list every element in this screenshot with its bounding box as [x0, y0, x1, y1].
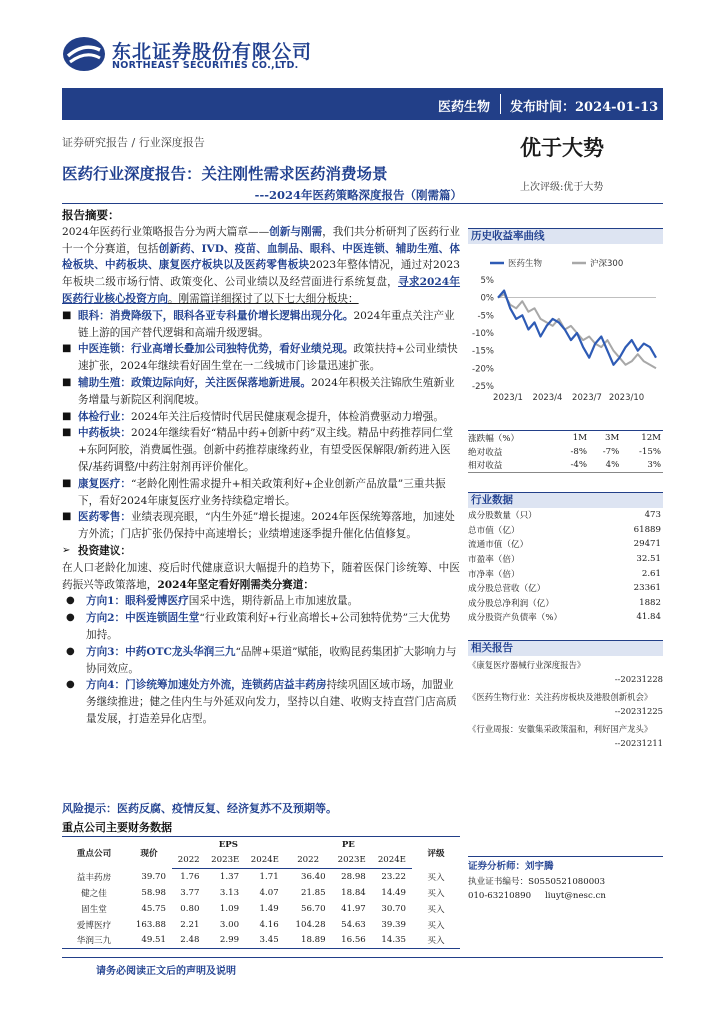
- table-row: [62, 917, 460, 933]
- table-row: [62, 869, 460, 885]
- financial-table: [62, 836, 460, 949]
- industry-label: 成分股数量（只）: [468, 511, 537, 522]
- eps-value: 1.09: [219, 903, 240, 914]
- industry-data-title: 行业数据: [468, 492, 663, 508]
- bullet-text: 2024年关注后疫情时代居民健康观念提升，体检消费驱动力增强。: [130, 410, 444, 423]
- eps-value: 2.48: [172, 933, 205, 949]
- direction-text: 持续巩固区域市场，加盟业务继续推进；健之佳内生与外延双向发力，坚持以自建、收购支持直营门店高质量发展，打造差异化店型。: [86, 679, 457, 725]
- direction-text: 国采中选，期待新品上市加速放量。: [188, 595, 359, 608]
- year-header: 2023E: [205, 853, 245, 869]
- direction-item: [62, 677, 460, 727]
- summary-heading: 报告摘要：: [62, 208, 120, 222]
- industry-data-table: [468, 508, 663, 625]
- y-tick-label: -25%: [472, 382, 494, 392]
- sector-bullet: [62, 308, 460, 342]
- industry-row: [468, 596, 663, 611]
- table-row: [62, 901, 460, 917]
- price: 49.51: [126, 933, 172, 949]
- company-logo-icon: [62, 36, 106, 72]
- perf-value: 3%: [621, 459, 663, 473]
- eps-value: 3.45: [245, 933, 285, 949]
- industry-label: 成分股资产负债率（%）: [468, 613, 563, 624]
- company-name-en: NORTHEAST SECURITIES CO.,LTD.: [112, 60, 299, 71]
- year-header: 2022: [285, 853, 332, 869]
- direction-text: “品牌+渠道”赋能，收购昆药集团扩大影响力与协同效应。: [86, 645, 457, 675]
- company-name: 爱博医疗: [76, 920, 112, 931]
- industry-label: 流通市值（亿）: [468, 540, 529, 551]
- related-reports-title: 相关报告: [468, 640, 663, 656]
- financial-table-title: 重点公司主要财务数据: [62, 821, 172, 834]
- industry-row: [468, 508, 663, 523]
- table-row: [62, 885, 460, 901]
- bullet-text: 2024年继续看好“精品中药+创新中药”双主线。精品中药推荐同仁堂+东阿阿胶，消费属性强。创新中药推荐康缘药业，有望受医保解限/新药进入医保/基药调整/中药注射剂再评价催化。: [78, 427, 454, 473]
- title-divider: [62, 203, 663, 204]
- bullet-lead: 辅助生殖：政策边际向好，关注医保落地新进展。: [78, 376, 312, 389]
- company-rating: 买入: [412, 933, 460, 949]
- direction-lead: 方向4：门诊统筹加速处方外流，连锁药店益丰药房: [86, 679, 327, 692]
- eps-value: 1.71: [259, 871, 279, 882]
- industry-row: [468, 610, 663, 625]
- square-bullet-icon: ■: [62, 343, 72, 355]
- industry-value: 61889: [633, 524, 661, 535]
- pe-value: 21.85: [301, 887, 326, 898]
- year-header: 2024E: [372, 853, 412, 869]
- industry-value: 23361: [633, 583, 661, 594]
- summary-section: [62, 207, 460, 728]
- x-tick-label: 2023/4: [532, 393, 563, 403]
- industry-row: [468, 552, 663, 567]
- bullet-lead: 眼科：消费降级下，眼科各亚专科量价增长逻辑出现分化。: [78, 309, 354, 322]
- bullet-text: 2024年重点关注产业链上游的国产替代逻辑和高端升级逻辑。: [78, 309, 455, 339]
- advice-heading-row: [62, 543, 460, 560]
- pe-value: 28.98: [341, 871, 366, 882]
- bullet-lead: 中药板块：: [78, 427, 131, 440]
- pe-value: 30.70: [381, 903, 406, 914]
- square-bullet-icon: ■: [62, 427, 72, 439]
- industry-label: 成分股总净利润（亿）: [468, 598, 554, 609]
- industry-row: [468, 537, 663, 552]
- direction-item: [62, 610, 460, 644]
- analyst-cert: 执业证书编号：S0550521080003: [468, 877, 606, 887]
- report-date: --20231225: [614, 706, 663, 716]
- footer-divider: [62, 957, 663, 958]
- x-tick-label: 2023/7: [572, 393, 602, 403]
- banner-divider: [500, 94, 501, 114]
- perf-value: -7%: [602, 446, 620, 457]
- eps-value: 3.77: [180, 887, 200, 898]
- industry-label: 医药生物: [437, 100, 490, 115]
- table-row: [62, 933, 460, 949]
- industry-value: 1882: [639, 597, 661, 608]
- year-header: 2024E: [245, 853, 285, 869]
- industry-value: 2.61: [641, 568, 661, 579]
- perf-row: [468, 445, 663, 459]
- pe-value: 14.35: [372, 933, 412, 949]
- pe-value: 39.39: [381, 919, 406, 930]
- perf-header: 1M: [557, 431, 589, 445]
- sector-bullet: [62, 409, 460, 426]
- footer-disclaimer: 请务必阅读正文后的声明及说明: [96, 966, 236, 977]
- analyst-name: 证券分析师：刘宇腾: [468, 861, 554, 872]
- dot-bullet-icon: ●: [66, 679, 75, 691]
- company-name: 固生堂: [81, 904, 107, 915]
- dot-bullet-icon: ●: [66, 612, 75, 624]
- industry-row: [468, 581, 663, 596]
- arrow-icon: ➢: [62, 544, 71, 556]
- year-header: 2022: [172, 853, 205, 869]
- rating: 优于大势: [520, 135, 604, 160]
- col-eps: EPS: [172, 837, 285, 853]
- legend-label: 医药生物: [508, 259, 543, 269]
- perf-value: -8%: [570, 446, 588, 457]
- perf-label: 绝对收益: [468, 447, 503, 458]
- pe-value: 18.89: [285, 933, 332, 949]
- industry-label: 总市值（亿）: [468, 525, 520, 536]
- report-link[interactable]: 《行业周报：安徽集采政策温和，利好国产龙头》: [468, 724, 653, 734]
- risk-warning: 风险提示：医药反腐、疫情反复、经济复苏不及预期等。: [62, 802, 337, 815]
- square-bullet-icon: ■: [62, 511, 72, 523]
- legend-label: 沪深300: [590, 259, 624, 269]
- analyst-phone: 010-63210890: [468, 891, 532, 901]
- company-name: 华润三九: [62, 933, 126, 949]
- industry-value: 32.51: [636, 554, 661, 565]
- investment-directions: [62, 593, 460, 727]
- y-tick-label: -15%: [472, 346, 494, 357]
- industry-label: 市净率（倍）: [468, 569, 520, 580]
- chart-title: 历史收益率曲线: [468, 228, 663, 244]
- industry-label: 市盈率（倍）: [468, 555, 520, 566]
- x-tick-label: 2023/1: [493, 393, 523, 403]
- previous-rating: 上次评级:优于大势: [520, 182, 604, 193]
- square-bullet-icon: ■: [62, 477, 72, 489]
- pe-value: 18.84: [341, 887, 366, 898]
- bullet-lead: 医药零售：: [78, 511, 131, 524]
- industry-value: 29471: [633, 539, 661, 550]
- bullet-text: “老龄化刚性需求提升+相关政策利好+企业创新产品放量”三重共振下，看好2024年康复医疗业务持续稳定增长。: [78, 477, 446, 507]
- price: 45.75: [141, 903, 166, 914]
- industry-row: [468, 523, 663, 538]
- col-pe: PE: [285, 837, 412, 853]
- pe-value: 36.40: [301, 871, 326, 882]
- col-company: 重点公司: [62, 837, 126, 869]
- direction-item: [62, 644, 460, 678]
- y-tick-label: -10%: [472, 329, 494, 339]
- company-name: 益丰药房: [76, 872, 112, 883]
- y-tick-label: -5%: [477, 311, 494, 322]
- eps-value: 3.00: [219, 919, 240, 930]
- report-link[interactable]: 《医药生物行业：关注药房板块及港股创新机会》: [468, 692, 653, 702]
- perf-value: 4%: [589, 459, 621, 473]
- eps-value: 1.49: [259, 903, 279, 914]
- y-tick-label: -20%: [472, 364, 494, 375]
- eps-value: 4.16: [259, 919, 279, 930]
- report-title: 医药行业深度报告：关注刚性需求医药消费场景: [62, 164, 388, 183]
- analyst-email[interactable]: liuyt@nesc.cn: [545, 891, 606, 901]
- related-reports-list: [468, 656, 663, 754]
- sector-bullet: [62, 425, 460, 475]
- dot-bullet-icon: ●: [66, 645, 75, 657]
- advice-text: 在人口老龄化加速、疫后时代健康意识大幅提升的趋势下，随着医保门诊统筹、中医药振兴等政策落地，2024年坚定看好刚需类分赛道：: [62, 561, 460, 591]
- bullet-text: 政策扶持+公司业绩快速扩张，2024年继续看好固生堂在一二线城市门诊量迅速扩张。: [78, 343, 458, 373]
- industry-value: 473: [644, 510, 661, 521]
- bullet-lead: 中医连锁：行业高增长叠加公司独特优势，看好业绩兑现。: [78, 343, 354, 356]
- bullet-lead: 体检行业：: [78, 410, 131, 423]
- bullet-text: 2024年积极关注锦欣生殖新业务增量与新院区利润爬坡。: [78, 376, 455, 406]
- pe-value: 23.22: [381, 871, 406, 882]
- company-rating: 买入: [427, 920, 445, 931]
- return-curve-chart: [468, 252, 663, 412]
- report-link[interactable]: 《康复医疗器械行业深度报告》: [468, 660, 586, 670]
- perf-value: -4%: [557, 459, 589, 473]
- pe-value: 16.56: [332, 933, 372, 949]
- direction-item: [62, 593, 460, 610]
- square-bullet-icon: ■: [62, 410, 72, 422]
- perf-header-row: [468, 431, 663, 445]
- dot-bullet-icon: ●: [66, 595, 75, 607]
- eps-value: 0.80: [180, 903, 200, 914]
- pe-value: 104.28: [295, 919, 326, 930]
- eps-value: 3.13: [219, 887, 240, 898]
- perf-row: [468, 459, 663, 473]
- performance-table: [468, 430, 663, 473]
- col-rating: 评级: [412, 837, 460, 869]
- sector-bullets: [62, 308, 460, 543]
- analyst-divider: [468, 856, 663, 857]
- pe-value: 41.97: [341, 903, 366, 914]
- y-tick-label: 5%: [480, 276, 494, 286]
- sector-bullet: [62, 341, 460, 375]
- eps-value: 1.76: [180, 871, 200, 882]
- bullet-text: 业绩表现亮眼，“内生外延”增长提速。2024年医保统筹落地，加速处方外流；门店扩张仍保持中高速增长；业绩增速逐季提升催化估值修复。: [78, 511, 455, 541]
- eps-value: 2.21: [180, 919, 200, 930]
- direction-lead: 方向3：中药OTC龙头华润三九: [86, 645, 236, 658]
- square-bullet-icon: ■: [62, 309, 72, 321]
- sector-bullet: [62, 476, 460, 510]
- perf-header: 涨跌幅（%）: [468, 431, 557, 445]
- breadcrumb: 证券研究报告 / 行业深度报告: [62, 136, 205, 149]
- perf-label: 相对收益: [468, 459, 557, 473]
- company-rating: 买入: [427, 872, 445, 883]
- price: 39.70: [141, 871, 166, 882]
- perf-header: 3M: [589, 431, 621, 445]
- perf-header: 12M: [621, 431, 663, 445]
- eps-value: 1.37: [219, 871, 240, 882]
- company-rating: 买入: [427, 888, 445, 899]
- pe-value: 14.49: [381, 887, 406, 898]
- col-price: 现价: [126, 837, 172, 869]
- eps-value: 2.99: [205, 933, 245, 949]
- publish-date: 发布时间：2024-01-13: [510, 100, 659, 115]
- direction-lead: 方向1：眼科爱博医疗: [86, 595, 189, 608]
- industry-label: 成分股总营收（亿）: [468, 584, 546, 595]
- report-date: --20231211: [614, 738, 663, 748]
- perf-value: -15%: [638, 446, 661, 457]
- company-name: 健之佳: [81, 888, 107, 899]
- bullet-lead: 康复医疗：: [78, 477, 131, 490]
- company-name-cn: 东北证券股份有限公司: [112, 41, 313, 63]
- x-tick-label: 2023/10: [608, 393, 645, 403]
- company-rating: 买入: [427, 904, 445, 915]
- pe-value: 56.70: [301, 903, 326, 914]
- direction-text: “行业政策利好+行业高增长+公司独特优势”三大优势加持。: [86, 612, 451, 641]
- y-tick-label: 0%: [480, 293, 494, 304]
- year-header: 2023E: [332, 853, 372, 869]
- report-date: --20231228: [614, 674, 663, 684]
- summary-intro: 2024年医药行业策略报告分为两大篇章——创新与刚需，我们共分析研判了医药行业十一个分赛道，包括创新药、IVD、疫苗、血制品、眼科、中医连锁、辅助生殖、体检板块、中药板块、康复医疗板块以及医药零售板块2023年整体情况，通过对2023年板块二级市场行情、政策变化、公司业绩以及经营面进行系统复盘，寻求2024年医药行业核心投资方向。刚需篇详细探讨了以下七大细分板块：: [62, 225, 461, 305]
- price: 163.88: [135, 919, 166, 930]
- industry-row: [468, 566, 663, 581]
- industry-value: 41.84: [636, 612, 661, 623]
- direction-lead: 方向2：中医连锁固生堂: [86, 612, 200, 625]
- advice-heading: 投资建议：: [78, 544, 131, 557]
- series-line-csi300: [498, 294, 656, 368]
- report-subtitle: ---2024年医药策略深度报告（刚需篇）: [254, 188, 462, 202]
- pe-value: 54.63: [341, 919, 366, 930]
- square-bullet-icon: ■: [62, 376, 72, 388]
- sector-bullet: [62, 509, 460, 543]
- price: 58.98: [141, 887, 166, 898]
- sector-bullet: [62, 375, 460, 409]
- eps-value: 4.07: [259, 887, 279, 898]
